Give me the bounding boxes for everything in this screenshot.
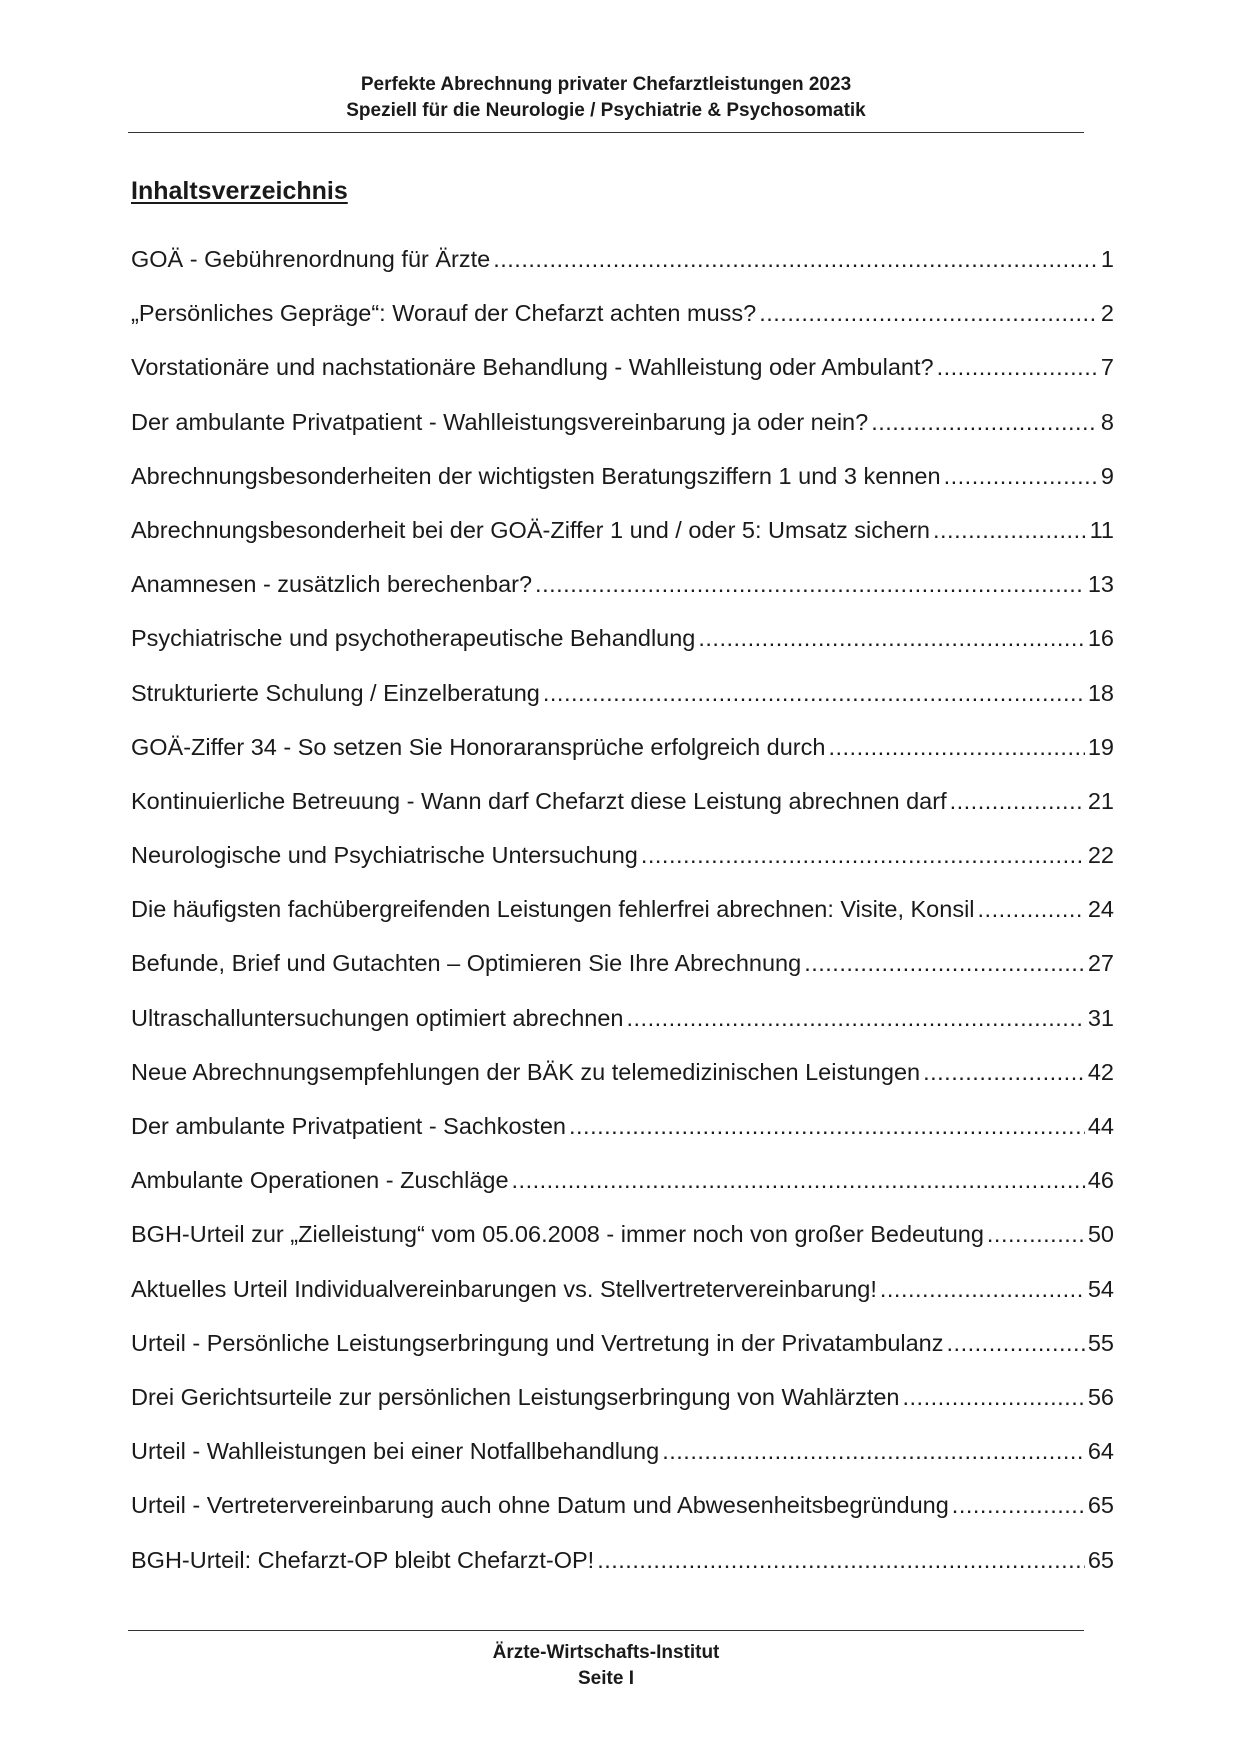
toc-entry-page-number: 31 <box>1087 1004 1114 1031</box>
dot-leader <box>978 894 1085 924</box>
toc-entry[interactable] <box>131 1057 1114 1111</box>
dot-leader <box>828 732 1084 762</box>
toc-entry[interactable] <box>131 1328 1114 1382</box>
toc-entry-title: Abrechnungsbesonderheit bei der GOÄ-Ziffer 1 und / oder 5: Umsatz sichern <box>131 516 930 543</box>
toc-entry-page-number: 65 <box>1087 1546 1114 1573</box>
toc-entry-page-number: 50 <box>1087 1221 1114 1248</box>
dot-leader <box>804 948 1085 978</box>
dot-leader <box>952 1490 1085 1520</box>
toc-entry-title: GOÄ-Ziffer 34 - So setzen Sie Honoraransprüche erfolgreich durch <box>131 733 826 760</box>
toc-entry[interactable] <box>131 732 1114 786</box>
toc-entry-page-number: 21 <box>1087 787 1114 814</box>
toc-entry-title: Strukturierte Schulung / Einzelberatung <box>131 679 540 706</box>
toc-entry[interactable] <box>131 352 1114 406</box>
toc-entry-page-number: 44 <box>1087 1113 1114 1139</box>
dot-leader <box>597 1545 1085 1575</box>
toc-entry-title: Befunde, Brief und Gutachten – Optimieren Sie Ihre Abrechnung <box>131 950 802 977</box>
toc-entry-page-number: 11 <box>1089 516 1114 543</box>
toc-entry-title: Aktuelles Urteil Individualvereinbarungen vs. Stellvertretervereinbarung! <box>131 1275 877 1302</box>
toc-entry-page-number: 16 <box>1087 625 1114 652</box>
toc-entry[interactable] <box>131 840 1114 894</box>
toc-entry-page-number: 9 <box>1100 462 1114 489</box>
toc-entry-page-number: 22 <box>1087 842 1114 869</box>
dot-leader <box>662 1436 1085 1466</box>
dot-leader <box>535 569 1085 599</box>
toc-entry-page-number: 65 <box>1087 1492 1114 1519</box>
toc-entry[interactable] <box>131 678 1114 732</box>
toc-entry[interactable] <box>131 1219 1114 1273</box>
footer-page-number: Seite I <box>578 1668 634 1689</box>
header-subtitle: Speziell für die Neurologie / Psychiatrie & Psychosomatik <box>346 100 866 121</box>
toc-entry-title: BGH-Urteil zur „Zielleistung“ vom 05.06.2008 - immer noch von großer Bedeutung <box>131 1221 984 1248</box>
header-divider <box>128 132 1084 133</box>
dot-leader <box>493 244 1098 274</box>
toc-entry-page-number: 46 <box>1087 1167 1114 1194</box>
toc-entry-page-number: 24 <box>1087 896 1114 923</box>
toc-entry-title: Die häufigsten fachübergreifenden Leistungen fehlerfrei abrechnen: Visite, Konsil <box>131 896 975 923</box>
dot-leader <box>937 352 1098 382</box>
toc-entry-title: Drei Gerichtsurteile zur persönlichen Leistungserbringung von Wahlärzten <box>131 1383 900 1410</box>
toc-entry[interactable] <box>131 569 1114 623</box>
toc-entry[interactable] <box>131 623 1114 677</box>
table-of-contents <box>131 244 1114 1599</box>
dot-leader <box>626 1003 1084 1033</box>
toc-entry-title: Urteil - Vertretervereinbarung auch ohne Datum und Abwesenheitsbegründung <box>131 1492 949 1519</box>
toc-entry-page-number: 1 <box>1100 246 1114 272</box>
dot-leader <box>944 461 1098 491</box>
toc-entry[interactable] <box>131 1490 1114 1544</box>
toc-entry[interactable] <box>131 298 1114 352</box>
toc-entry-title: Der ambulante Privatpatient - Wahlleistungsvereinbarung ja oder nein? <box>131 408 869 435</box>
toc-entry[interactable] <box>131 1436 1114 1490</box>
toc-entry-title: BGH-Urteil: Chefarzt-OP bleibt Chefarzt-OP! <box>131 1546 595 1573</box>
toc-entry-page-number: 42 <box>1087 1058 1114 1085</box>
dot-leader <box>569 1111 1085 1141</box>
header-title: Perfekte Abrechnung privater Chefarztleistungen 2023 <box>360 74 852 95</box>
toc-entry-page-number: 27 <box>1087 950 1114 977</box>
dot-leader <box>987 1219 1085 1249</box>
toc-entry[interactable] <box>131 461 1114 515</box>
dot-leader <box>880 1274 1085 1304</box>
dot-leader <box>543 678 1085 708</box>
dot-leader <box>759 298 1098 328</box>
toc-entry-page-number: 54 <box>1087 1275 1114 1302</box>
toc-entry[interactable] <box>131 1545 1114 1599</box>
toc-entry[interactable] <box>131 1165 1114 1219</box>
toc-entry-title: Der ambulante Privatpatient - Sachkosten <box>131 1113 566 1139</box>
dot-leader <box>947 1328 1085 1358</box>
toc-entry-title: Psychiatrische und psychotherapeutische Behandlung <box>131 625 696 652</box>
toc-entry-title: Vorstationäre und nachstationäre Behandlung - Wahlleistung oder Ambulant? <box>131 354 934 381</box>
toc-entry[interactable] <box>131 1003 1114 1057</box>
toc-entry[interactable] <box>131 407 1114 461</box>
toc-entry-title: Urteil - Wahlleistungen bei einer Notfallbehandlung <box>131 1438 660 1465</box>
toc-entry-title: „Persönliches Gepräge“: Worauf der Chefarzt achten muss? <box>131 300 757 327</box>
toc-entry-title: Abrechnungsbesonderheiten der wichtigsten Beratungsziffern 1 und 3 kennen <box>131 462 941 489</box>
toc-entry-page-number: 56 <box>1087 1383 1114 1410</box>
dot-leader <box>933 515 1087 545</box>
toc-entry-title: Ambulante Operationen - Zuschläge <box>131 1167 509 1194</box>
footer-publisher: Ärzte-Wirtschafts-Institut <box>492 1642 720 1663</box>
dot-leader <box>950 786 1085 816</box>
toc-entry[interactable] <box>131 1274 1114 1328</box>
toc-entry-page-number: 2 <box>1100 300 1114 327</box>
toc-entry-page-number: 7 <box>1100 354 1114 381</box>
dot-leader <box>923 1057 1085 1087</box>
toc-entry-title: Neue Abrechnungsempfehlungen der BÄK zu telemedizinischen Leistungen <box>131 1058 921 1085</box>
toc-entry[interactable] <box>131 1382 1114 1436</box>
toc-entry[interactable] <box>131 515 1114 569</box>
toc-entry[interactable] <box>131 244 1114 298</box>
toc-entry-page-number: 18 <box>1087 679 1114 706</box>
toc-entry-title: Ultraschalluntersuchungen optimiert abrechnen <box>131 1004 624 1031</box>
toc-entry[interactable] <box>131 948 1114 1002</box>
toc-entry[interactable] <box>131 786 1114 840</box>
toc-entry-page-number: 64 <box>1087 1438 1114 1465</box>
dot-leader <box>903 1382 1085 1412</box>
toc-entry[interactable] <box>131 894 1114 948</box>
toc-entry-title: Anamnesen - zusätzlich berechenbar? <box>131 571 533 598</box>
dot-leader <box>641 840 1085 870</box>
toc-entry-page-number: 55 <box>1087 1329 1114 1356</box>
toc-entry-title: Kontinuierliche Betreuung - Wann darf Chefarzt diese Leistung abrechnen darf <box>131 787 947 814</box>
toc-entry-page-number: 13 <box>1087 571 1114 598</box>
toc-heading: Inhaltsverzeichnis <box>131 177 348 205</box>
toc-entry-title: Urteil - Persönliche Leistungserbringung und Vertretung in der Privatambulanz <box>131 1329 944 1356</box>
toc-entry-page-number: 8 <box>1100 408 1114 435</box>
page-header <box>128 72 1084 124</box>
dot-leader <box>512 1165 1085 1195</box>
dot-leader <box>871 407 1098 437</box>
toc-entry-page-number: 19 <box>1087 733 1114 760</box>
toc-entry-title: Neurologische und Psychiatrische Untersuchung <box>131 842 638 869</box>
footer-divider <box>128 1630 1084 1631</box>
toc-entry[interactable] <box>131 1111 1114 1165</box>
page-footer <box>128 1640 1084 1692</box>
dot-leader <box>698 623 1084 653</box>
toc-entry-title: GOÄ - Gebührenordnung für Ärzte <box>131 246 491 272</box>
